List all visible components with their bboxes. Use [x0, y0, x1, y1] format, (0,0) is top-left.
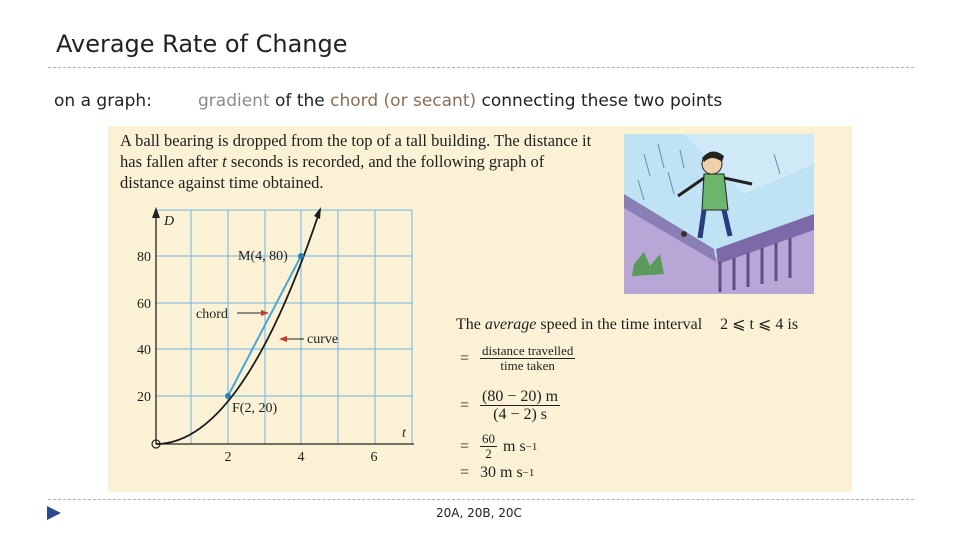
top-divider	[48, 67, 914, 68]
fraction-denominator: (4 − 2) s	[493, 406, 548, 423]
y-tick-60: 60	[137, 297, 151, 312]
bullet-label: on a graph:	[54, 91, 152, 111]
bullet-arrow-icon	[47, 506, 61, 520]
point-F-marker	[225, 393, 231, 399]
fraction-denominator: time taken	[500, 358, 555, 373]
excerpt-intro	[120, 130, 600, 193]
y-tick-40: 40	[137, 343, 151, 358]
footer-reference: 20A, 20B, 20C	[436, 506, 522, 520]
bullet-text-of: of the	[269, 91, 331, 111]
point-M-marker	[298, 253, 304, 259]
equals-sign: =	[460, 437, 470, 455]
equals-sign: =	[460, 349, 470, 367]
x-tick-6: 6	[370, 450, 378, 465]
slide-title: Average Rate of Change	[56, 30, 348, 58]
unit-exponent: −1	[525, 440, 538, 453]
highlight-gradient: gradient	[198, 91, 270, 111]
intro-text-b: seconds is recorded, and the following graph of distance against time obtained.	[120, 152, 545, 192]
highlight-chord: chord (or secant)	[330, 91, 477, 111]
bullet-text-tail: connecting these two points	[476, 91, 723, 111]
textbook-excerpt	[108, 126, 852, 492]
x-tick-2: 2	[224, 450, 232, 465]
x-axis-label: t	[402, 426, 406, 441]
step-3	[460, 432, 537, 461]
bullet-text	[198, 91, 722, 111]
equals-sign: =	[460, 396, 470, 414]
avg-interval: 2 ⩽ t ⩽ 4 is	[720, 316, 799, 333]
step-1	[460, 344, 575, 373]
average-speed-statement	[456, 314, 798, 334]
curve-pointer-arrow-icon	[279, 336, 287, 342]
avg-text-post: speed in the time interval	[536, 316, 703, 333]
point-F-label: F(2, 20)	[232, 401, 278, 416]
graph-grid	[156, 210, 412, 444]
point-M-label: M(4, 80)	[238, 249, 288, 264]
x-tick-4: 4	[297, 450, 305, 465]
fraction-values	[480, 388, 560, 423]
y-axis-arrow-icon	[152, 207, 160, 218]
fraction-denominator: 2	[485, 446, 492, 461]
y-tick-80: 80	[137, 250, 151, 265]
fraction-simplified	[480, 432, 497, 461]
distance-time-graph	[108, 198, 438, 490]
bottom-divider	[48, 499, 914, 500]
intro-variable-t: t	[222, 152, 227, 171]
fraction-numerator: (80 − 20) m	[482, 388, 559, 405]
building-illustration	[624, 134, 814, 294]
curve-label: curve	[307, 332, 339, 347]
fraction-distance-time	[480, 344, 575, 373]
final-exponent: −1	[522, 467, 535, 479]
avg-text-pre: The	[456, 316, 485, 333]
step-4	[460, 464, 534, 482]
intro-text-a: A ball bearing is dropped from the top of a tall building. The distance it has fallen after	[120, 131, 592, 171]
fraction-numerator: 60	[482, 431, 495, 446]
y-axis-label: D	[164, 214, 175, 229]
equals-sign: =	[460, 464, 470, 481]
avg-text-italic: average	[484, 316, 537, 333]
unit-text: m s	[503, 437, 526, 455]
final-answer: 30 m s	[480, 464, 523, 481]
chord-label: chord	[196, 307, 228, 322]
step-2	[460, 388, 560, 423]
fraction-numerator: distance travelled	[482, 343, 574, 358]
y-tick-20: 20	[137, 390, 151, 405]
curve-arrow-icon	[314, 207, 321, 219]
